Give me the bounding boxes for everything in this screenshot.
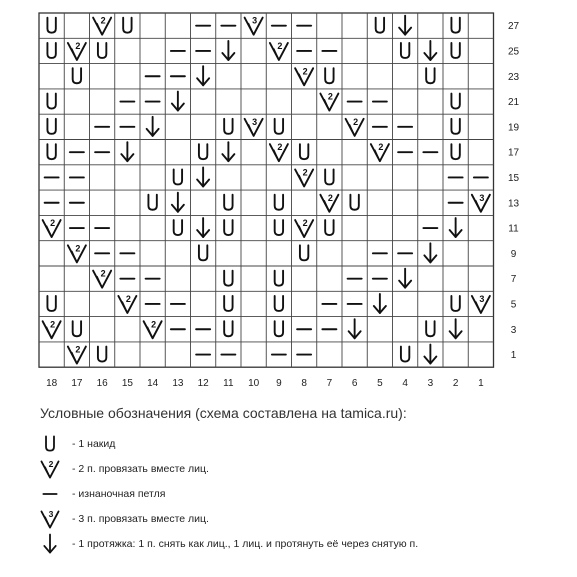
legend-item-k3tog — [36, 506, 564, 531]
k2tog-icon — [36, 457, 64, 481]
k3tog-icon — [36, 507, 64, 531]
legend-label: - 1 накид — [72, 437, 116, 450]
yarn-over-icon — [36, 432, 64, 456]
column-number: 1 — [478, 378, 484, 390]
column-number: 6 — [351, 378, 358, 390]
column-number: 15 — [121, 378, 133, 390]
svg-text:2: 2 — [378, 142, 384, 153]
column-number: 10 — [248, 378, 260, 390]
column-number: 14 — [147, 378, 159, 390]
column-number: 7 — [326, 378, 333, 390]
chart-grid — [39, 13, 494, 367]
legend-item-purl — [36, 481, 564, 506]
svg-text:3: 3 — [252, 116, 258, 127]
svg-text:2: 2 — [50, 319, 56, 330]
column-number: 3 — [427, 378, 434, 390]
column-number: 4 — [402, 378, 408, 390]
svg-text:3: 3 — [479, 192, 485, 203]
legend — [34, 405, 564, 556]
row-number: 17 — [507, 147, 520, 159]
svg-text:2: 2 — [277, 142, 283, 153]
svg-text:2: 2 — [302, 218, 308, 229]
svg-text:2: 2 — [353, 116, 359, 127]
row-number: 27 — [507, 21, 520, 33]
legend-label: - 2 п. провязать вместе лиц. — [72, 462, 209, 475]
svg-text:3: 3 — [479, 293, 485, 304]
legend-item-k2tog — [36, 456, 564, 481]
legend-label: - 1 протяжка: 1 п. снять как лиц., 1 лиц. и протянуть её через снятую п. — [72, 537, 419, 550]
column-number: 18 — [46, 378, 58, 390]
svg-text:2: 2 — [277, 40, 283, 51]
row-number: 15 — [507, 172, 520, 184]
svg-text:2: 2 — [302, 66, 308, 77]
row-number: 11 — [508, 223, 519, 235]
svg-text:2: 2 — [75, 344, 81, 355]
row-number: 13 — [507, 198, 520, 210]
column-number: 9 — [276, 378, 282, 390]
svg-text:2: 2 — [302, 167, 308, 178]
row-number: 23 — [507, 71, 520, 83]
legend-label: - изнаночная петля — [72, 487, 166, 500]
column-number: 12 — [197, 378, 209, 390]
column-number: 8 — [301, 378, 307, 390]
svg-text:2: 2 — [50, 218, 56, 229]
column-number: 2 — [452, 378, 459, 390]
column-number: 13 — [172, 378, 184, 390]
row-number: 1 — [510, 350, 517, 362]
column-number: 16 — [96, 378, 108, 390]
svg-text:2: 2 — [100, 268, 106, 279]
svg-text:2: 2 — [100, 15, 106, 26]
svg-text:2: 2 — [48, 458, 54, 469]
svg-text:2: 2 — [125, 293, 131, 304]
legend-item-slip-knit-pass — [36, 531, 564, 556]
purl-icon — [36, 482, 64, 506]
svg-text:2: 2 — [75, 40, 81, 51]
row-number: 5 — [510, 299, 517, 311]
column-number: 5 — [377, 378, 383, 390]
svg-text:3: 3 — [48, 508, 54, 519]
svg-text:2: 2 — [327, 91, 333, 102]
column-number: 11 — [223, 378, 234, 390]
slip-knit-pass-icon — [36, 532, 64, 556]
svg-text:2: 2 — [151, 319, 157, 330]
row-number: 19 — [507, 122, 520, 134]
row-number: 25 — [507, 46, 520, 58]
legend-item-yarn-over — [36, 431, 564, 456]
row-number: 9 — [510, 248, 517, 260]
legend-label: - 3 п. провязать вместе лиц. — [72, 512, 209, 525]
svg-text:2: 2 — [75, 243, 81, 254]
column-number: 17 — [71, 378, 83, 390]
svg-text:2: 2 — [327, 192, 333, 203]
row-number: 7 — [510, 274, 517, 286]
row-number: 21 — [507, 97, 520, 109]
legend-title: Условные обозначения (схема составлена на tamica.ru): — [40, 405, 407, 421]
svg-text:3: 3 — [252, 15, 258, 26]
row-number: 3 — [510, 324, 517, 336]
